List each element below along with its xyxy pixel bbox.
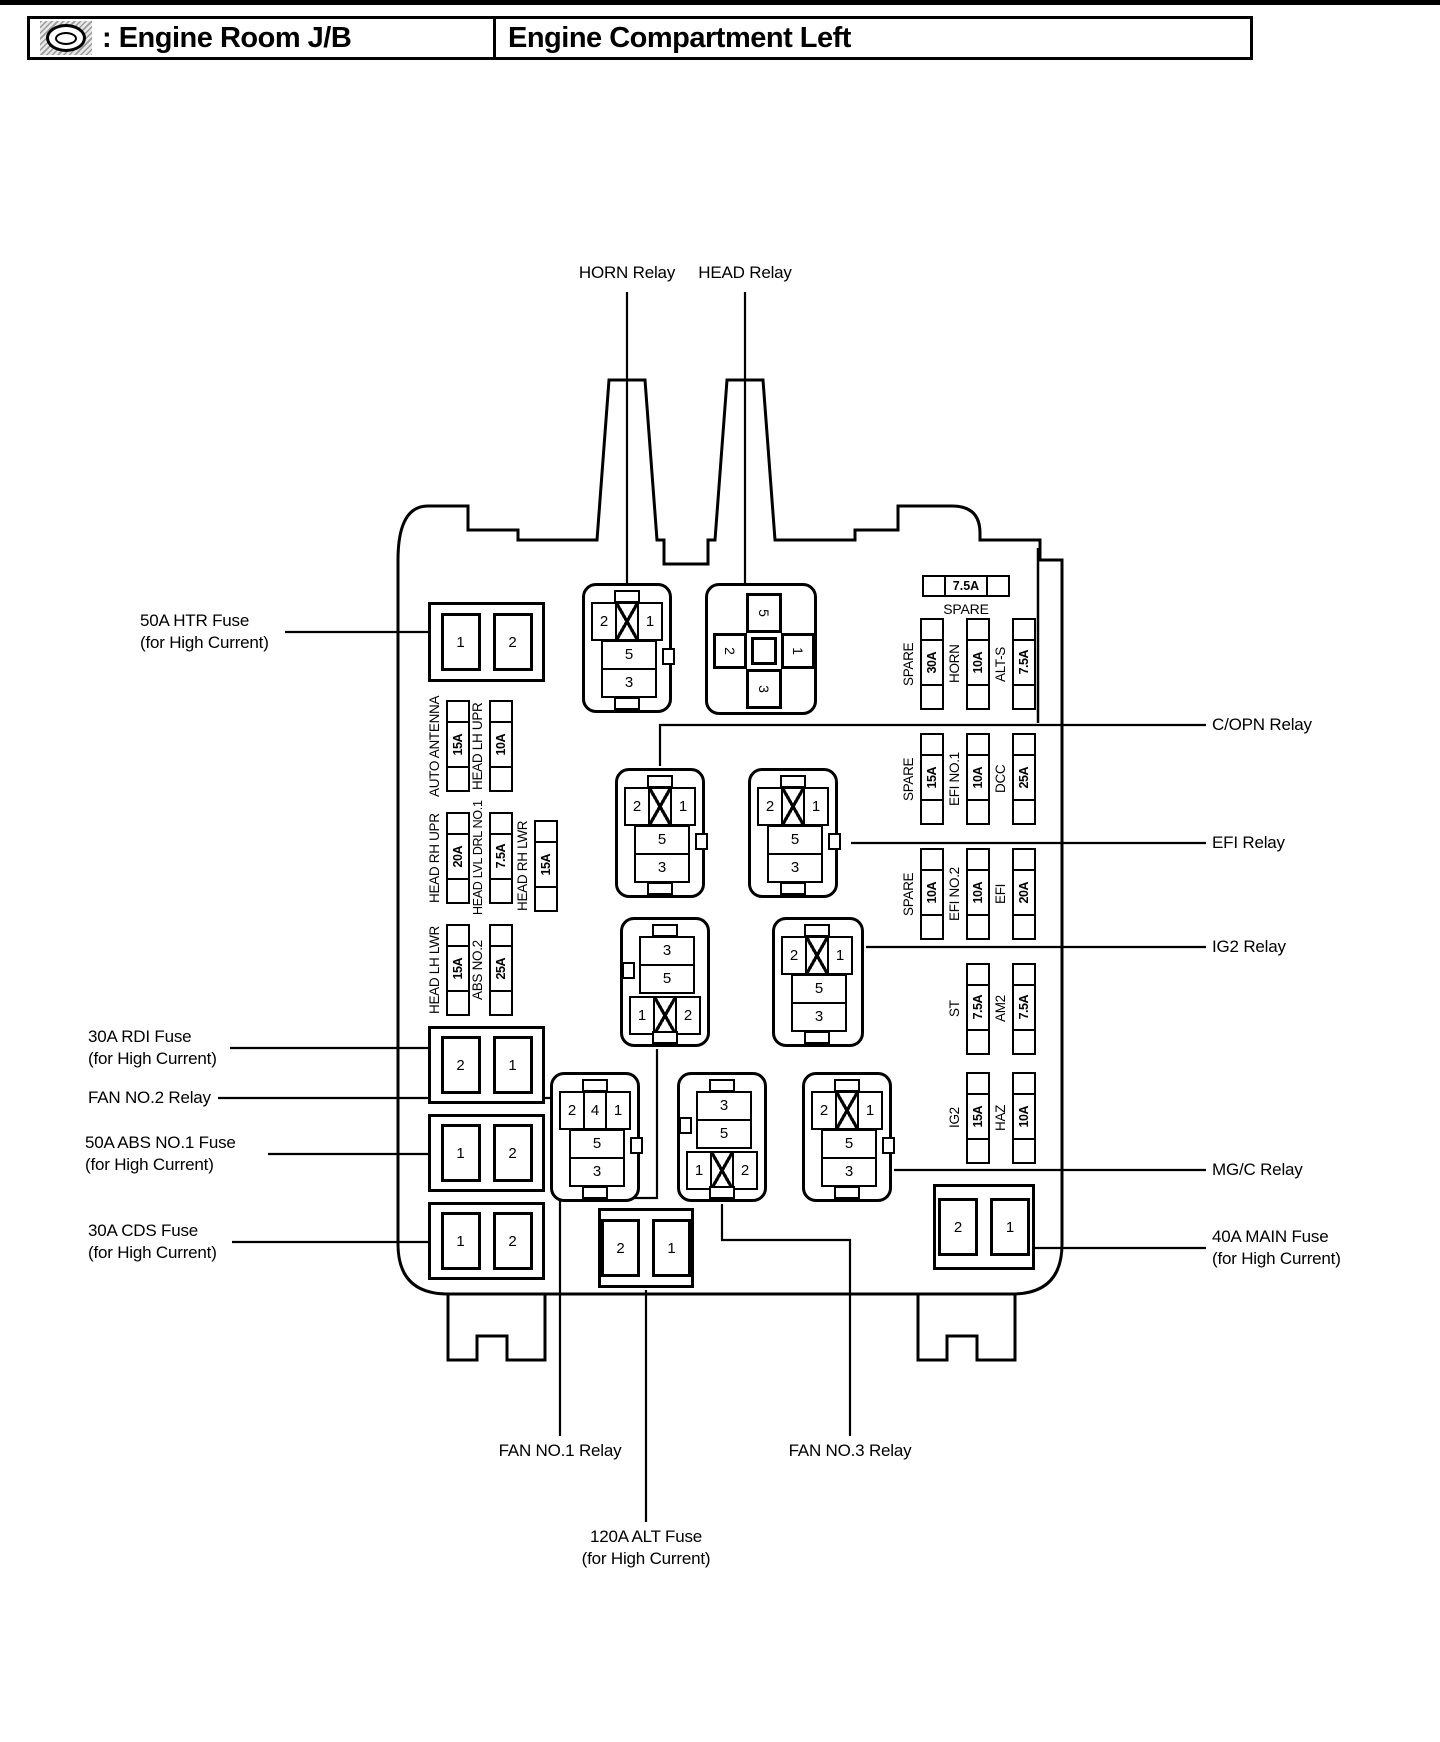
htr-fuse-label-line2: (for High Current) xyxy=(140,633,269,652)
mini-fuse xyxy=(489,812,513,904)
fan-no1-relay-label: FAN NO.1 Relay xyxy=(498,1441,622,1460)
header xyxy=(27,16,1253,60)
spare-label: SPARE xyxy=(943,601,989,617)
relay-pin-row xyxy=(624,787,696,826)
pin-3: 3 xyxy=(592,1163,602,1180)
copn-relay-label: C/OPN Relay xyxy=(1212,715,1312,734)
mini-fuse xyxy=(534,820,558,912)
mini-fuse xyxy=(1012,1072,1036,1164)
mini-fuse xyxy=(966,733,990,825)
ig2-relay xyxy=(772,917,864,1047)
mini-fuse xyxy=(966,848,990,940)
pin-5: 5 xyxy=(719,1125,729,1142)
alt-fuse-label-line2: (for High Current) xyxy=(581,1549,711,1568)
relay-pin-stack xyxy=(634,825,690,883)
relay-tab xyxy=(709,1186,735,1199)
alt-fuse-block xyxy=(598,1208,694,1288)
relay-pin-stack xyxy=(696,1091,752,1149)
efi-relay xyxy=(748,768,838,898)
mini-fuse xyxy=(446,924,470,1016)
fuse-amp: 7.5A xyxy=(946,577,988,595)
fuse-amp: 7.5A xyxy=(494,844,508,869)
fuse-name-label: EFI NO.1 xyxy=(947,752,962,806)
relay-tab xyxy=(828,833,841,850)
fan-no2-relay-label: FAN NO.2 Relay xyxy=(88,1088,211,1107)
relay-pin-stack xyxy=(821,1129,877,1187)
pin-3: 3 xyxy=(657,859,667,876)
relay-tab xyxy=(662,648,675,665)
pin-5: 5 xyxy=(823,1131,875,1159)
pin-2: 2 xyxy=(632,798,642,815)
pin-1: 1 xyxy=(803,789,827,824)
relay-pin-stack xyxy=(601,640,657,698)
pin-2: 2 xyxy=(713,633,747,669)
fuse-name-label: IG2 xyxy=(947,1107,962,1129)
pin-5: 5 xyxy=(769,827,821,855)
crossed-pin-icon xyxy=(615,604,637,639)
fuse-amp: 7.5A xyxy=(1017,995,1031,1020)
fuse-amp: 25A xyxy=(494,957,508,980)
mini-fuse xyxy=(966,618,990,710)
fuse-name-label: HEAD LH LWR xyxy=(427,926,442,1014)
fuse-amp: 7.5A xyxy=(1017,650,1031,675)
main-fuse-label-line1: 40A MAIN Fuse xyxy=(1212,1227,1329,1246)
mini-fuse xyxy=(966,1072,990,1164)
main-fuse-block xyxy=(933,1184,1035,1270)
pin-5: 5 xyxy=(571,1131,623,1159)
head-relay-label: HEAD Relay xyxy=(698,263,792,282)
relay-tab xyxy=(804,1031,830,1044)
fuse-name-label: HEAD LVL DRL NO.1 xyxy=(471,800,485,916)
fan-no3-relay xyxy=(677,1072,767,1202)
relay-pin-row xyxy=(781,936,853,975)
spare-mini-fuse-horizontal xyxy=(922,575,1010,597)
pin-2: 2 xyxy=(819,1102,829,1119)
pin-1: 1 xyxy=(857,1093,881,1128)
fuse-amp: 15A xyxy=(971,1105,985,1128)
fan3-leader xyxy=(722,1204,850,1436)
relay-tab xyxy=(582,1186,608,1199)
crossed-pin-icon xyxy=(653,998,675,1033)
page-title: Engine Compartment Left xyxy=(508,21,851,54)
relay-pin-row xyxy=(591,602,663,641)
fuse-amp: 10A xyxy=(1017,1105,1031,1128)
fuse-amp: 10A xyxy=(494,733,508,756)
fuse-name-label: HEAD RH UPR xyxy=(427,813,442,903)
relay-pin-row xyxy=(559,1091,631,1130)
relay-tab xyxy=(647,882,673,895)
pin-3: 3 xyxy=(641,938,693,966)
fuse-name-label: ABS NO.2 xyxy=(470,940,485,1000)
engine-room-jb-icon xyxy=(40,21,92,55)
leader-lines xyxy=(218,292,1206,1522)
mini-fuse xyxy=(446,700,470,792)
pin-2: 2 xyxy=(567,1102,577,1119)
relay-pin-row xyxy=(757,787,829,826)
mgc-relay-label: MG/C Relay xyxy=(1212,1160,1303,1179)
pin-2: 2 xyxy=(675,998,699,1033)
relay-pin-row xyxy=(811,1091,883,1130)
fuse-cell: 2 xyxy=(441,1036,481,1094)
relay-tab xyxy=(780,882,806,895)
pin-2: 2 xyxy=(789,947,799,964)
mounting-foot-left xyxy=(448,1294,545,1360)
page-top-border xyxy=(0,0,1440,5)
pin-5: 5 xyxy=(603,642,655,670)
htr-fuse-label-line1: 50A HTR Fuse xyxy=(140,611,250,630)
relay-tab xyxy=(695,833,708,850)
mgc-relay xyxy=(802,1072,892,1202)
relay-tab xyxy=(834,1186,860,1199)
crossed-pin-icon xyxy=(648,789,670,824)
fuse-name-label: EFI NO.2 xyxy=(947,867,962,921)
fuse-amp: 20A xyxy=(1017,881,1031,904)
mini-fuse xyxy=(1012,733,1036,825)
abs-fuse-label-line2: (for High Current) xyxy=(85,1155,214,1174)
cds-fuse-label-line2: (for High Current) xyxy=(88,1243,217,1262)
main-fuse-label-line2: (for High Current) xyxy=(1212,1249,1341,1268)
fuse-name-label: HEAD RH LWR xyxy=(515,820,530,912)
fuse-cell: 2 xyxy=(493,613,533,671)
mini-fuse xyxy=(1012,963,1036,1055)
pin-5: 5 xyxy=(662,970,672,987)
pin-5: 5 xyxy=(636,827,688,855)
fuse-amp: 15A xyxy=(925,766,939,789)
relay-center-square xyxy=(751,637,777,665)
fuse-amp: 10A xyxy=(971,881,985,904)
fuse-name-label: SPARE xyxy=(901,642,916,686)
relay-tab xyxy=(882,1137,895,1154)
relay-tab xyxy=(614,697,640,710)
fuse-cell: 2 xyxy=(493,1212,533,1270)
mini-fuse xyxy=(966,963,990,1055)
fuse-name-label: HAZ xyxy=(993,1104,1008,1132)
alt-fuse-label-line1: 120A ALT Fuse xyxy=(589,1527,703,1546)
efi-relay-label: EFI Relay xyxy=(1212,833,1285,852)
pin-1: 1 xyxy=(605,1093,629,1128)
fan-no3-relay-label: FAN NO.3 Relay xyxy=(788,1441,912,1460)
header-left-cell xyxy=(30,19,496,57)
relay-tab xyxy=(652,1031,678,1044)
fuse-name-label: HEAD LH UPR xyxy=(470,702,485,790)
fuse-cell: 1 xyxy=(441,613,481,671)
mini-fuse xyxy=(920,848,944,940)
crossed-pin-icon xyxy=(805,938,827,973)
relay-pin-row xyxy=(686,1151,758,1190)
fuse-cell: 2 xyxy=(938,1198,978,1256)
relay-p in-stack xyxy=(569,1129,625,1187)
relay-tab xyxy=(622,962,635,979)
fuse-amp: 15A xyxy=(451,733,465,756)
mini-fuse xyxy=(920,733,944,825)
fuse-amp: 10A xyxy=(971,651,985,674)
fuse-name-label: SPARE xyxy=(901,757,916,801)
mini-fuse xyxy=(1012,848,1036,940)
horn-relay-label: HORN Relay xyxy=(578,263,676,282)
pin-4: 4 xyxy=(583,1093,605,1128)
fuse-name-label: AUTO ANTENNA xyxy=(427,695,442,797)
oval-icon xyxy=(46,24,86,52)
cds-fuse-label-line1: 30A CDS Fuse xyxy=(88,1221,199,1240)
pin-3: 3 xyxy=(790,859,800,876)
fuse-cell: 2 xyxy=(601,1219,640,1277)
pin-3: 3 xyxy=(814,1008,824,1025)
fuse-amp: 20A xyxy=(451,845,465,868)
mini-fuse xyxy=(446,812,470,904)
fuse-amp: 7.5A xyxy=(971,995,985,1020)
pin-1: 1 xyxy=(781,633,815,669)
crossed-pin-icon xyxy=(781,789,803,824)
fuse-amp: 15A xyxy=(539,853,553,876)
mini-fuse xyxy=(1012,618,1036,710)
crossed-pin-icon xyxy=(710,1153,732,1188)
fuse-name-label: DCC xyxy=(993,764,1008,794)
rdi-fuse-label-line1: 30A RDI Fuse xyxy=(88,1027,192,1046)
head-relay xyxy=(705,583,817,715)
fan-no2-relay xyxy=(550,1072,640,1202)
relay-tab xyxy=(630,1137,643,1154)
fuse-name-label: HORN xyxy=(947,644,962,684)
fuse-cell: 1 xyxy=(493,1036,533,1094)
horn-relay xyxy=(582,583,672,713)
fuse-name-label: ALT-S xyxy=(993,646,1008,682)
fuse-amp: 10A xyxy=(971,766,985,789)
crossed-pin-icon xyxy=(835,1093,857,1128)
pin-5: 5 xyxy=(793,976,845,1004)
fuse-amp: 30A xyxy=(925,651,939,674)
mini-fuse xyxy=(920,618,944,710)
pin-3: 3 xyxy=(844,1163,854,1180)
pin-2: 2 xyxy=(599,613,609,630)
fuse-amp: 10A xyxy=(925,881,939,904)
mounting-foot-right xyxy=(918,1294,1015,1360)
abs-fuse-label-line1: 50A ABS NO.1 Fuse xyxy=(85,1133,236,1152)
fuse-cell: 2 xyxy=(493,1124,533,1182)
pin-5: 5 xyxy=(746,593,782,633)
ig2-relay-label: IG2 Relay xyxy=(1212,937,1286,956)
pin-1: 1 xyxy=(637,1007,647,1024)
fuse-name-label: ST xyxy=(947,1000,962,1018)
htr-fuse-block xyxy=(428,602,545,682)
mini-fuse xyxy=(489,924,513,1016)
fuse-amp: 15A xyxy=(451,957,465,980)
pin-2: 2 xyxy=(732,1153,756,1188)
relay-pin-row xyxy=(629,996,701,1035)
pin-3: 3 xyxy=(746,669,782,709)
pin-1: 1 xyxy=(670,789,694,824)
fuse-amp: 25A xyxy=(1017,766,1031,789)
abs-fuse-block xyxy=(428,1114,545,1192)
pin-2: 2 xyxy=(765,798,775,815)
pin-1: 1 xyxy=(637,604,661,639)
mini-fuse xyxy=(489,700,513,792)
copn-relay xyxy=(615,768,705,898)
fuse-name-label: EFI xyxy=(993,883,1008,905)
header-right-cell xyxy=(496,19,1250,57)
fuse-cell: 1 xyxy=(990,1198,1030,1256)
relay-pin-stack xyxy=(639,936,695,994)
pin-3: 3 xyxy=(624,674,634,691)
pin-3: 3 xyxy=(698,1093,750,1121)
relay-pin-stack xyxy=(791,974,847,1032)
relay-tab xyxy=(679,1117,692,1134)
pin-1: 1 xyxy=(694,1162,704,1179)
header-left-title: : Engine Room J/B xyxy=(102,21,352,54)
fuse-cell: 1 xyxy=(441,1212,481,1270)
fuse-cell: 1 xyxy=(652,1219,691,1277)
relay-pin-stack xyxy=(767,825,823,883)
fan-no1-relay xyxy=(620,917,710,1047)
fuse-cell: 1 xyxy=(441,1124,481,1182)
pin-1: 1 xyxy=(827,938,851,973)
fuse-name-label: AM2 xyxy=(993,995,1008,1023)
cds-fuse-block xyxy=(428,1202,545,1280)
fuse-name-label: SPARE xyxy=(901,872,916,916)
rdi-fuse-label-line2: (for High Current) xyxy=(88,1049,217,1068)
